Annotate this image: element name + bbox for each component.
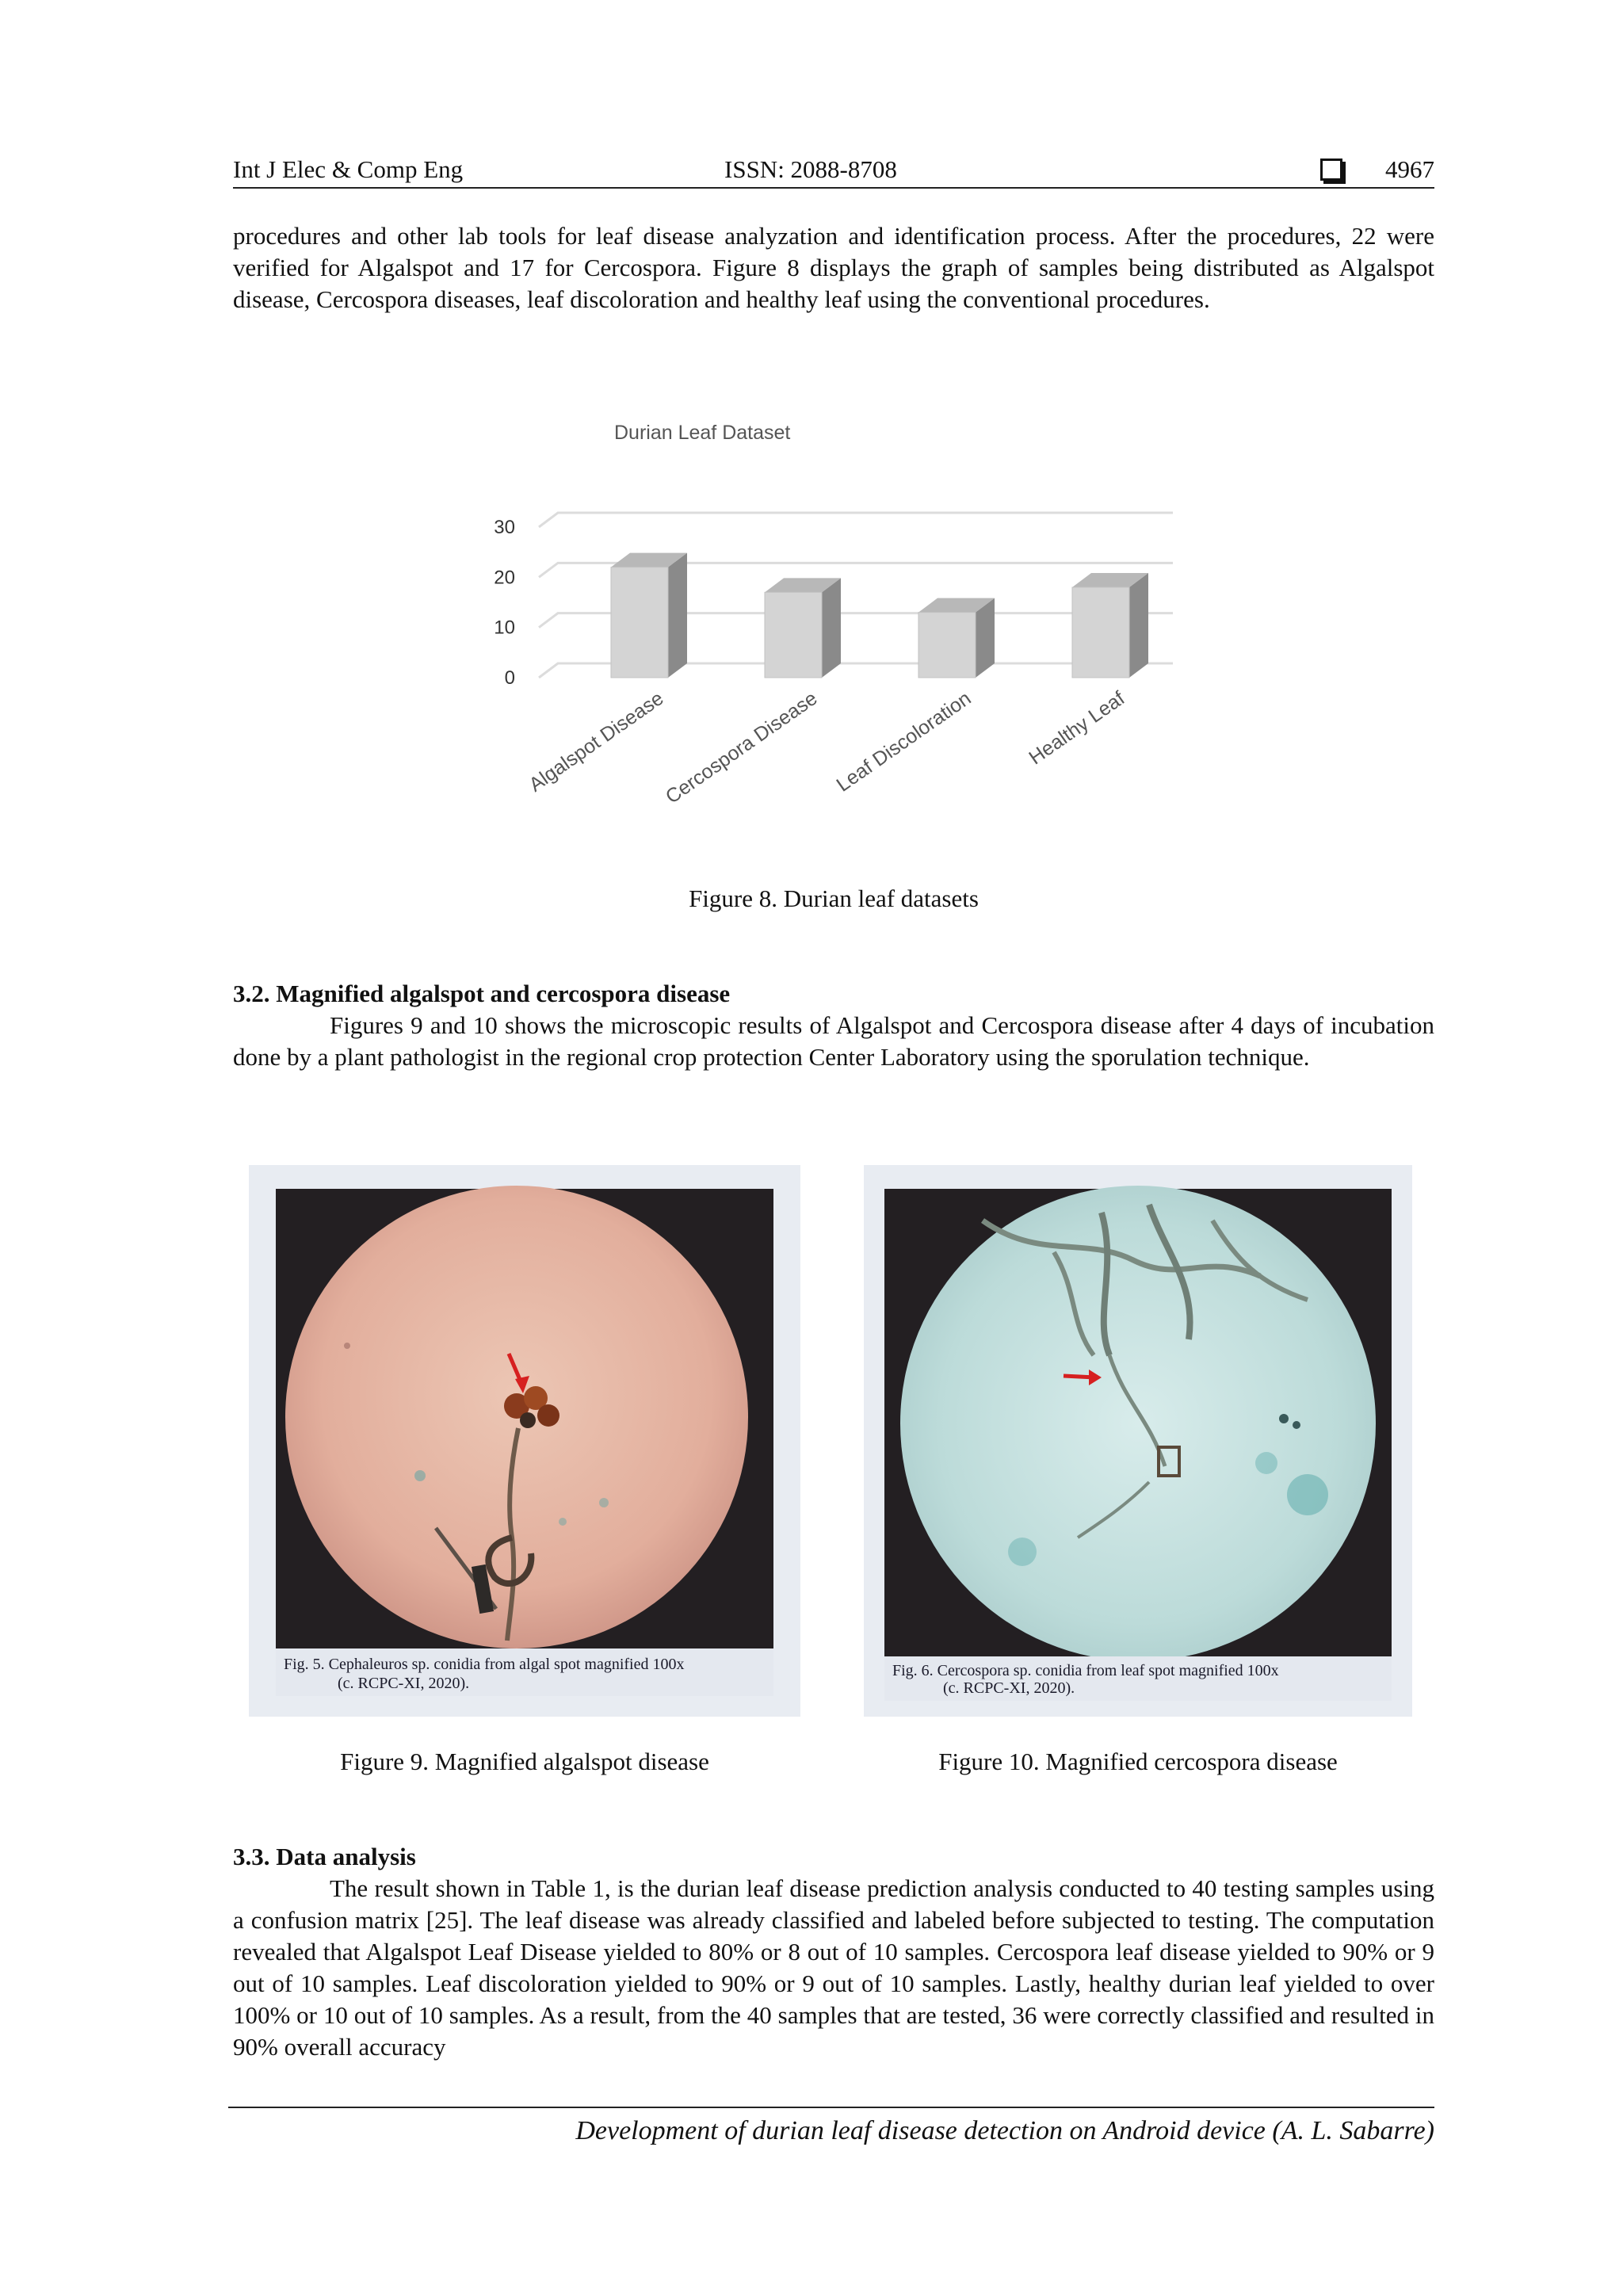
figure-10-inset-label-2: (c. RCPC-XI, 2020). <box>943 1679 1075 1697</box>
paragraph-1: procedures and other lab tools for leaf disease analyzation and identification process. After the procedures, 22 were verified for Algalspot and 17 for Cercospora. Figure 8 displays the graph of samples being distributed as Algalspot disease, Cercospora diseases, leaf discoloration and healthy leaf using the conventional procedures. <box>233 222 1434 313</box>
running-footer <box>228 2107 1434 2145</box>
section-3-3-heading: 3.3. Data analysis <box>233 1843 416 1870</box>
durian-leaf-dataset-chart <box>444 404 1220 848</box>
chart-y-tick-label: 20 <box>494 567 515 589</box>
chart-bar-side <box>1129 573 1148 678</box>
chart-y-tick-label: 0 <box>504 667 515 689</box>
chart-bar <box>1072 587 1129 678</box>
chart-bar <box>918 613 976 678</box>
chart-y-tick-label: 10 <box>494 617 515 639</box>
chart-x-label: Leaf Discoloration <box>832 686 976 797</box>
figure-9-micrograph <box>249 1165 800 1717</box>
square-icon <box>1320 159 1342 181</box>
figure-10-inset-label-1: Fig. 6. Cercospora sp. conidia from leaf spot magnified 100x <box>892 1662 1279 1679</box>
running-header <box>233 152 1434 189</box>
chart-bar <box>765 592 822 678</box>
page-number: 4967 <box>1385 155 1434 183</box>
figure-10-caption: Figure 10. Magnified cercospora disease <box>938 1748 1338 1775</box>
figure-9-inset-label-2: (c. RCPC-XI, 2020). <box>338 1675 470 1692</box>
journal-name: Int J Elec & Comp Eng <box>233 155 464 183</box>
figure-9-inset-label-1: Fig. 5. Cephaleuros sp. conidia from algal spot magnified 100x <box>284 1656 685 1673</box>
section-3-2-heading: 3.2. Magnified algalspot and cercospora disease <box>233 980 731 1007</box>
chart-title: Durian Leaf Dataset <box>614 422 791 444</box>
figure-10-micrograph <box>864 1165 1412 1717</box>
chart-bar <box>611 567 668 678</box>
chart-x-labels <box>525 687 1128 808</box>
paragraph-3: The result shown in Table 1, is the durian leaf disease prediction analysis conducted to 40 testing samples using a confusion matrix [25]. The leaf disease was already classified and labeled before subjected to testing. The computation revealed that Algalspot Leaf Disease yielded to 80% or 8 out of 10 samples. Cercospora leaf disease yielded to 90% or 9 out of 10 samples. Leaf discoloration yielded to 90% or 9 out of 10 samples. Lastly, healthy durian leaf yielded to over 100% or 10 out of 10 samples. As a result, from the 40 samples that are tested, 36 were correctly classified and resulted in 90% overall accuracy <box>233 1874 1434 2061</box>
figure-9-caption: Figure 9. Magnified algalspot disease <box>340 1748 709 1775</box>
chart-x-label: Healthy Leaf <box>1025 686 1129 770</box>
chart-x-label: Cercospora Disease <box>661 686 822 808</box>
chart-y-tick-label: 30 <box>494 517 515 538</box>
chart-bar-side <box>822 578 841 678</box>
footer-text: Development of durian leaf disease detection on Android device (A. L. Sabarre) <box>575 2116 1434 2145</box>
chart-bar-side <box>668 553 687 678</box>
chart-y-ticks <box>494 517 515 689</box>
issn: ISSN: 2088-8708 <box>724 155 897 183</box>
chart-x-label: Algalspot Disease <box>525 686 668 797</box>
paragraph-2: Figures 9 and 10 shows the microscopic results of Algalspot and Cercospora disease after 4 days of incubation done by a plant pathologist in the regional crop protection Center Laboratory using the sporulation technique. <box>233 1011 1434 1071</box>
chart-bars <box>611 553 1148 678</box>
figure-8-caption: Figure 8. Durian leaf datasets <box>689 884 979 912</box>
chart-gridline <box>539 513 1173 527</box>
